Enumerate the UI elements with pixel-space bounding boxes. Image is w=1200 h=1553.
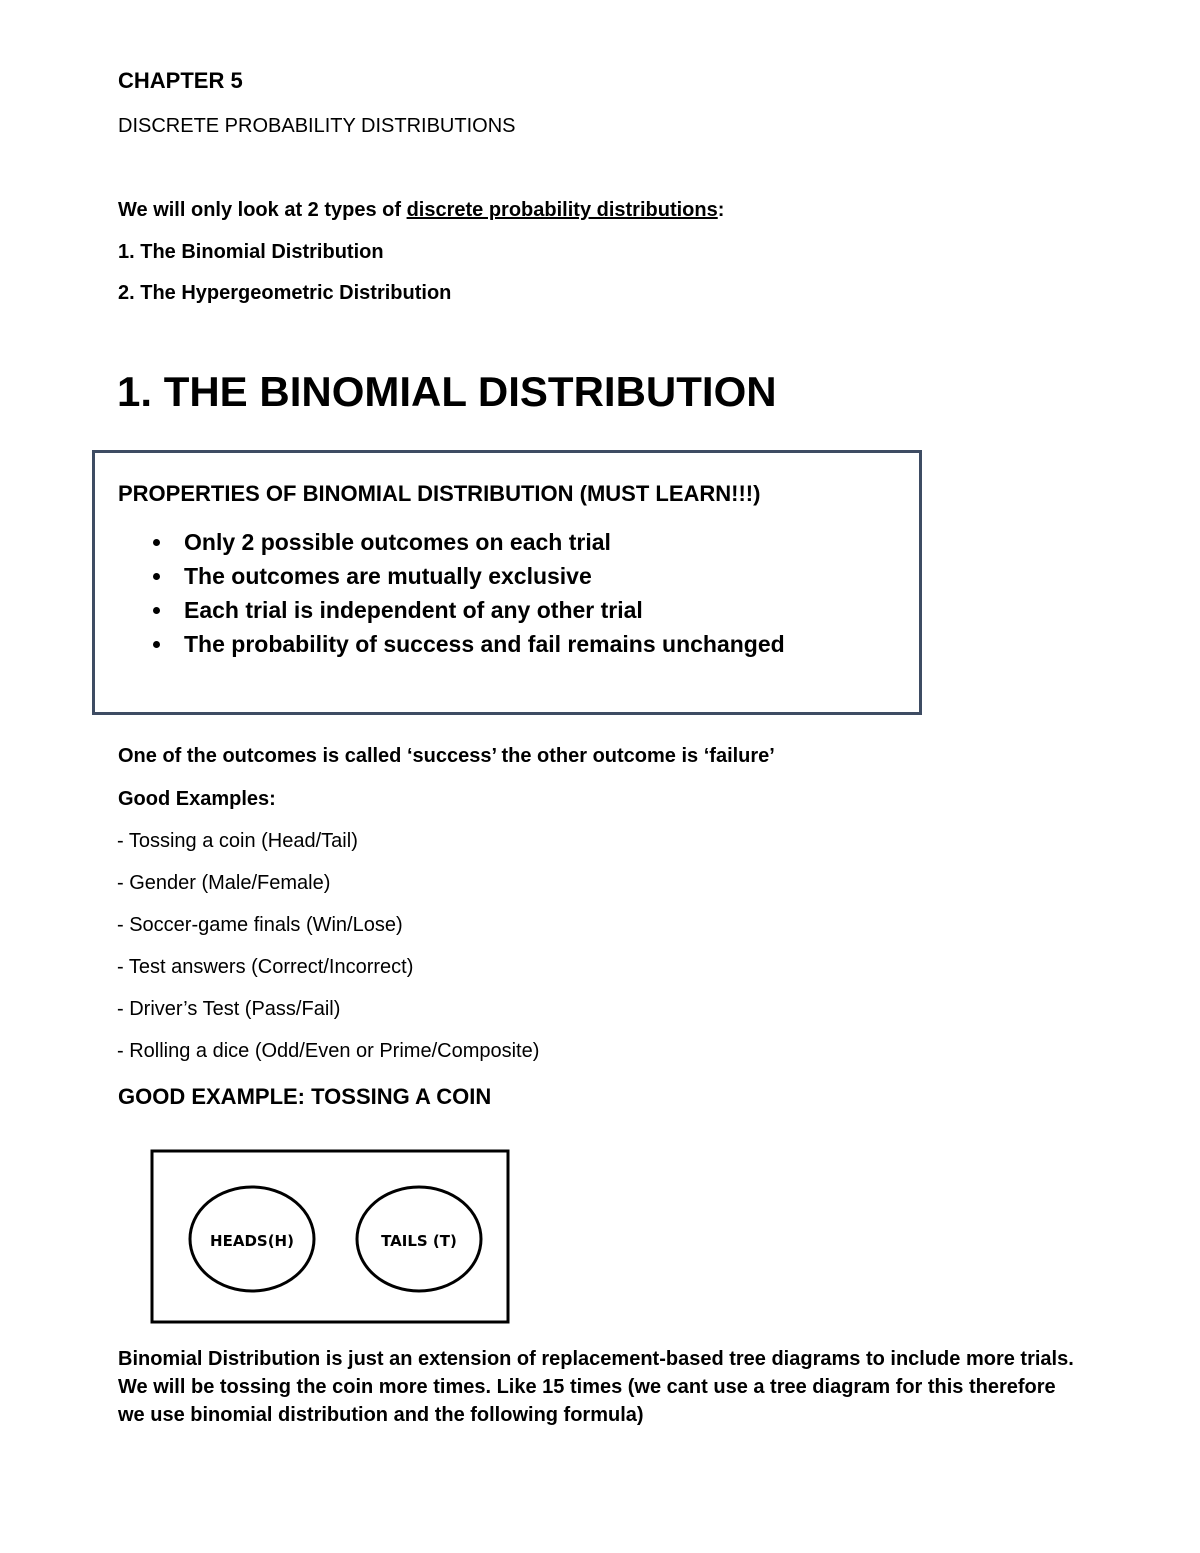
section-heading: 1. THE BINOMIAL DISTRIBUTION: [117, 368, 777, 415]
closing-paragraph: Binomial Distribution is just an extension of replacement-based tree diagrams to include more trials. We will be tossing the coin more times. Like 15 times (we cant use a tree diagram for this therefore we use binomial distribution and the following formula): [118, 1348, 1074, 1426]
property-item: [150, 595, 785, 629]
properties-title: PROPERTIES OF BINOMIAL DISTRIBUTION (MUST LEARN!!!): [118, 481, 761, 506]
property-item: [150, 561, 785, 595]
examples-heading: Good Examples:: [118, 788, 276, 810]
example-item: - Test answers (Correct/Incorrect): [117, 956, 414, 978]
chapter-title: CHAPTER 5: [118, 68, 243, 93]
intro-underlined-term: discrete probability distributions: [406, 199, 718, 221]
example-item: - Soccer-game finals (Win/Lose): [117, 914, 403, 936]
example-item: - Gender (Male/Female): [117, 872, 331, 894]
heads-label: HEADS(H): [210, 1232, 294, 1250]
coin-example-heading: GOOD EXAMPLE: TOSSING A COIN: [118, 1084, 492, 1109]
properties-list: [150, 527, 785, 663]
bullet-icon: [153, 641, 160, 648]
distribution-type-hypergeometric: 2. The Hypergeometric Distribution: [118, 282, 452, 304]
tails-label: TAILS (T): [381, 1232, 457, 1250]
chapter-subtitle: DISCRETE PROBABILITY DISTRIBUTIONS: [118, 115, 516, 137]
intro-lead: We will only look at 2 types of: [118, 199, 407, 221]
coin-outcomes-diagram: [150, 1149, 510, 1324]
property-text: Each trial is independent of any other trial: [184, 597, 643, 623]
property-item: [150, 629, 785, 663]
example-item: - Driver’s Test (Pass/Fail): [117, 998, 341, 1020]
property-item: [150, 527, 785, 561]
example-item: - Tossing a coin (Head/Tail): [117, 830, 358, 852]
distribution-type-binomial: 1. The Binomial Distribution: [118, 241, 384, 263]
example-item: - Rolling a dice (Odd/Even or Prime/Composite): [117, 1040, 540, 1062]
bullet-icon: [153, 607, 160, 614]
success-failure-note: One of the outcomes is called ‘success’ the other outcome is ‘failure’: [118, 745, 775, 767]
property-text: The outcomes are mutually exclusive: [184, 563, 592, 589]
bullet-icon: [153, 573, 160, 580]
property-text: Only 2 possible outcomes on each trial: [184, 529, 611, 555]
intro-trail: :: [717, 199, 725, 221]
property-text: The probability of success and fail remains unchanged: [184, 631, 785, 657]
intro-line: [118, 199, 724, 222]
bullet-icon: [153, 539, 160, 546]
